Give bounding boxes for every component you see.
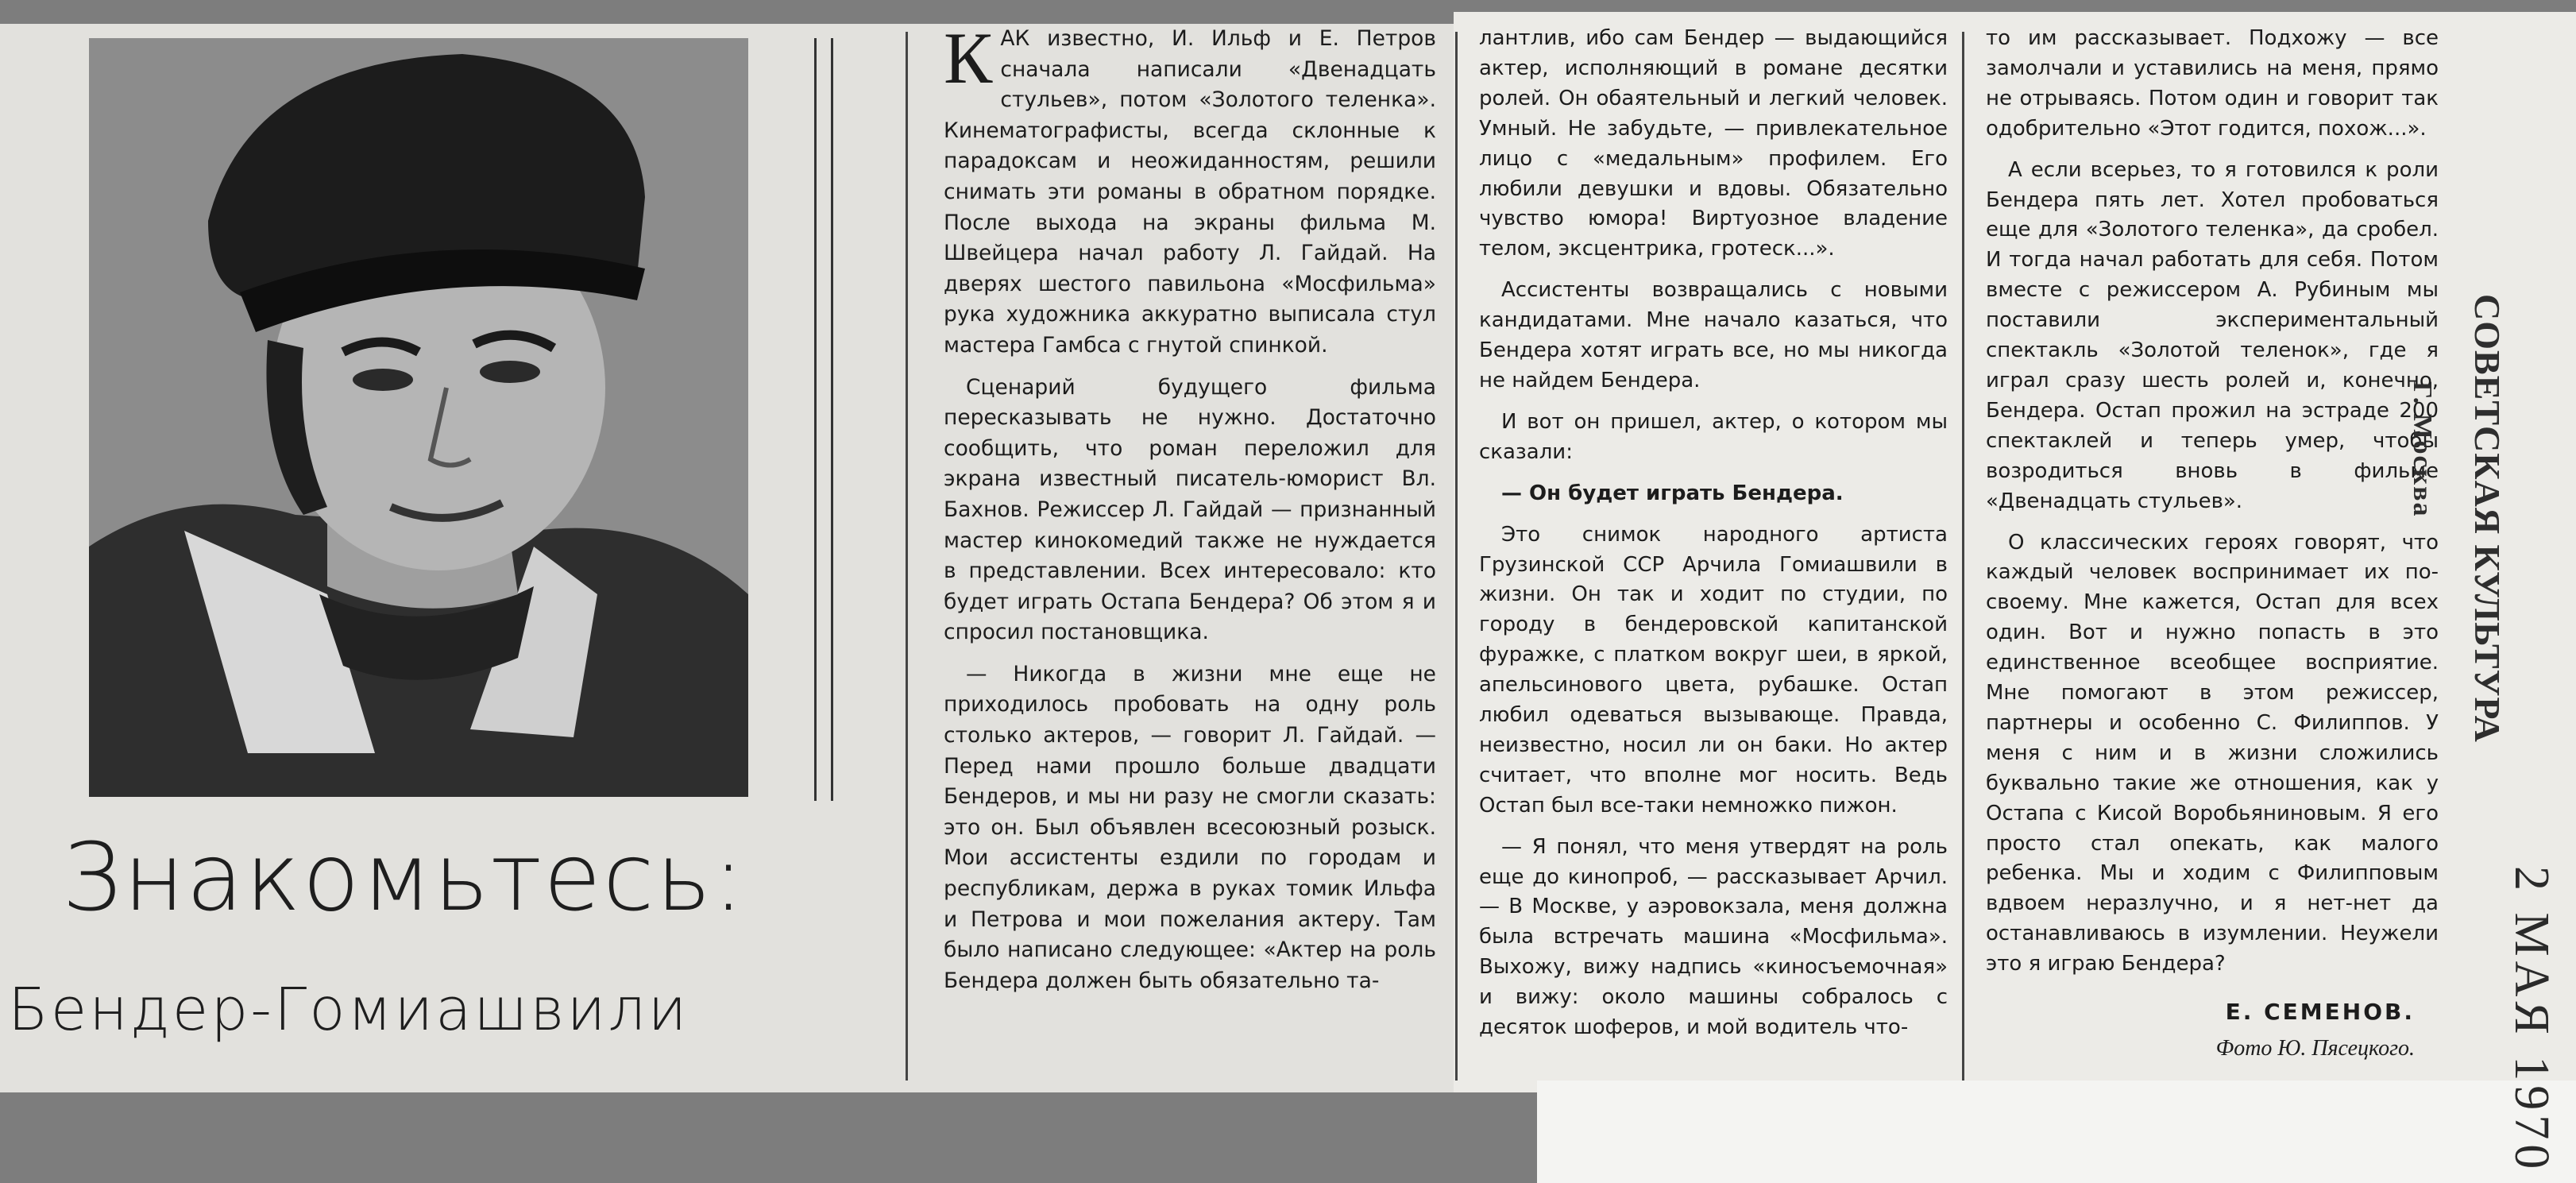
article-paragraph: — Я понял, что меня утвердят на роль еще до кинопроб, — рассказывает Арчил. — В Москве, у аэровокзала, меня должна была встречать машина «Мосфильма». Выхожу, вижу надпись «киносъемочная» и вижу: около машины собралось с десяток шоферов, и мой водитель что- — [1479, 834, 1948, 1040]
newspaper-stamp: СОВЕТСКАЯ КУЛЬТУРА — [2467, 294, 2508, 743]
article-paragraph: И вот он пришел, актер, о котором мы сказали: — [1479, 409, 1948, 464]
article-paragraph: Сценарий будущего фильма пересказывать не нужно. Достаточно сообщить, что роман переложил для экрана известный писатель-юморист Вл. Бахнов. Режиссер Л. Гайдай — признанный мастер кинокомедий также не нуждается в представлении. Всех интересовало: кто будет играть Остапа Бендера? Об этом я и спросил постановщика. — [944, 374, 1436, 645]
article-column-2 — [1479, 24, 1948, 1054]
article-paragraph: Это снимок народного артиста Грузинской ССР Арчила Гомиашвили в жизни. Он так и ходит по студии, по городу в бендеровской капитанской фуражке, с платком вокруг шеи, в яркой, апельсинового цвета, рубашке. Остап любил одеваться вызывающе. Правда, неизвестно, носил ли он баки. Но актер считает, что вполне мог носить. Ведь Остап был все-таки немножко пижон. — [1479, 522, 1948, 818]
portrait-photo — [89, 38, 748, 797]
column-divider — [1962, 32, 1964, 1081]
article-paragraph: то им рассказывает. Подхожу — все замолчали и уставились на меня, прямо не отрываясь. Потом один и говорит так одобрительно «Этот годится, похож...». — [1986, 26, 2439, 141]
article-paragraph: А если всерьез, то я готовился к роли Бендера пять лет. Хотел пробоваться еще для «Золотого теленка», да сробел. И тогда начал работать для себя. Потом вместе с режиссером А. Рубиным мы поставили экспериментальный спектакль «Золотой теленок», где я играл сразу шесть ролей и, конечно, Бендера. Остап прожил на эстраде 200 спектаклей и теперь умер, чтобы возродиться вновь в фильме «Двенадцать стульев». — [1986, 157, 2439, 513]
page-title: Знакомьтесь: — [62, 822, 746, 932]
column-divider — [906, 32, 908, 1081]
drop-cap: К — [944, 17, 993, 99]
article-paragraph-bold: — Он будет играть Бендера. — [1501, 481, 1844, 505]
page-subtitle: Бендер-Гомиашвили — [8, 976, 689, 1044]
column-rule-double — [814, 38, 833, 801]
author-signature: Е. СЕМЕНОВ. — [2225, 999, 2415, 1026]
article-column-1 — [944, 17, 1436, 1007]
article-paragraph: Ассистенты возвращались с новыми кандидатами. Мне начало казаться, что Бендера хотят играть все, но мы никогда не найдем Бендера. — [1479, 278, 1948, 392]
portrait-illustration-icon — [89, 38, 748, 797]
background-paper — [1537, 1081, 2576, 1183]
date-stamp: 2 МАЯ 1970 — [2505, 866, 2559, 1174]
photo-credit: Фото Ю. Пясецкого. — [2215, 1036, 2415, 1061]
article-paragraph: — Никогда в жизни мне еще не приходилось пробовать на одну роль столько актеров, — говорит Л. Гайдай. — Перед нами прошло больше двадцати Бендеров, и мы ни разу не смогли сказать: это он. Был объявлен всесоюзный розыск. Мои ассистенты ездили по городам и республикам, держа в руках томик Ильфа и Петрова и мои пожелания актеру. Там было написано следующее: «Актер на роль Бендера должен быть обязательно та- — [944, 661, 1436, 993]
city-stamp: Г. Москва — [2408, 381, 2437, 518]
article-paragraph: О классических героях говорят, что каждый человек воспринимает их по-своему. Мне кажется, Остап для всех один. Вот и нужно попасть в это единственное всеобщее восприятие. Мне помогают в этом режиссер, партнеры и особенно С. Филиппов. У меня с ним и в жизни сложились буквально такие же отношения, как у Остапа с Кисой Воробьяниновым. Я его просто стал опекать, как малого ребенка. Мы и ходим с Филипповым вдвоем неразлучно, и я нет-нет да останавливаюсь в изумлении. Неужели это я играю Бендера? — [1986, 530, 2439, 976]
column-divider — [1455, 32, 1458, 1081]
article-paragraph: лантлив, ибо сам Бендер — выдающийся актер, исполняющий в романе десятки ролей. Он обаятельный и легкий человек. Умный. Не забудьте, — привлекательное лицо с «медальным» профилем. Его любили девушки и вдовы. Обязательно чувство юмора! Виртуозное владение телом, эксцентрика, гротеск...». — [1479, 26, 1948, 261]
article-column-3 — [1986, 24, 2439, 1064]
article-paragraph: КАК известно, И. Ильф и Е. Петров сначала написали «Двенадцать стульев», потом «Золотого теленка». Кинематографисты, всегда склонные к парадоксам и неожиданностям, решили снимать эти романы в обратном порядке. После выхода на экраны фильма М. Швейцера начал работу Л. Гайдай. На дверях шестого павильона «Мосфильма» рука художника аккуратно выписала стул мастера Гамбса с гнутой спинкой. — [944, 17, 1436, 358]
